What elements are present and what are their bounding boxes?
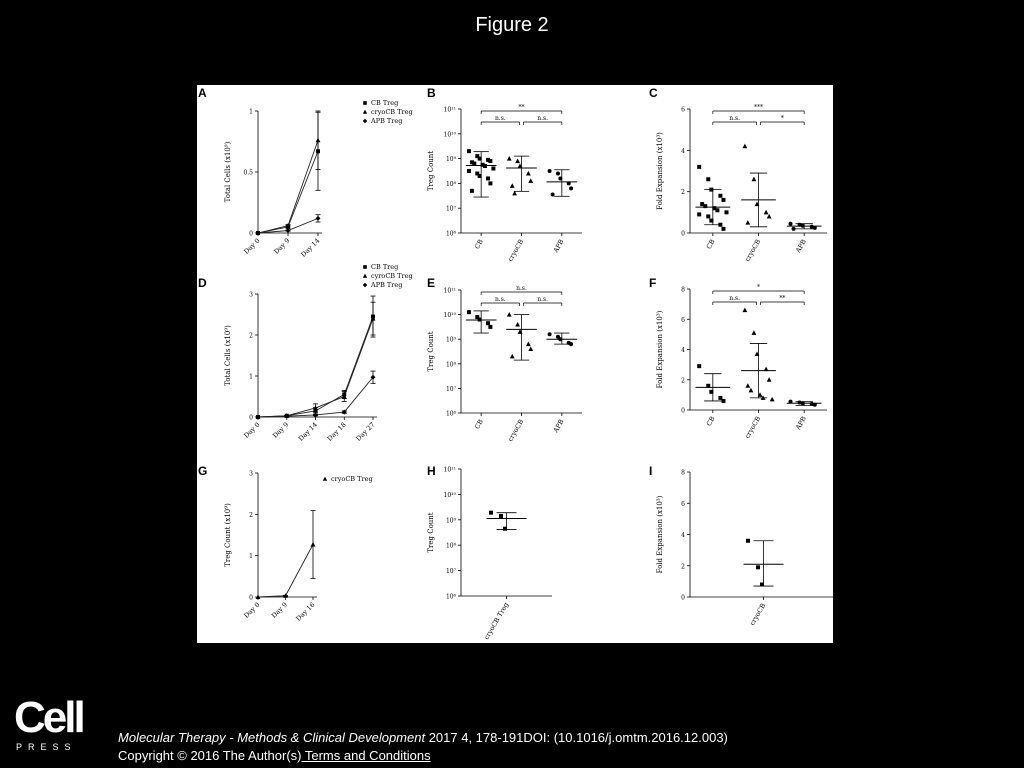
data-point-C — [697, 165, 701, 169]
data-point-E — [467, 310, 471, 314]
y-tick-label-B: 10⁸ — [445, 180, 456, 188]
x-tick-label-F: cryoCB — [743, 415, 763, 440]
data-point-B — [556, 171, 560, 175]
data-point-C — [742, 144, 747, 149]
data-point-C — [718, 194, 722, 198]
data-point-E — [486, 321, 490, 325]
y-axis-title-I: Fold Expansion (x10³) — [656, 495, 664, 574]
y-tick-label-H: 10⁹ — [445, 517, 456, 525]
terms-link[interactable]: Terms and Conditions — [301, 748, 431, 763]
data-point-C — [706, 214, 710, 218]
data-point-I — [756, 565, 760, 569]
y-axis-title-G: Treg Count (x10⁹) — [224, 503, 232, 567]
significance-label-F: n.s. — [729, 295, 741, 302]
data-point-E — [569, 342, 573, 346]
legend-marker-G — [323, 477, 327, 481]
data-point-E — [548, 332, 552, 336]
data-point-B — [491, 167, 495, 171]
panel-label-I: I — [649, 464, 653, 478]
data-point-F — [709, 390, 713, 394]
data-point-B — [478, 157, 482, 161]
data-point-B — [569, 186, 573, 190]
significance-label-C: n.s. — [729, 115, 741, 122]
copyright-line — [118, 748, 431, 763]
data-point-E — [558, 337, 562, 341]
series-line-G — [258, 545, 313, 597]
y-tick-label-E: 10⁷ — [445, 385, 456, 393]
data-point-B — [467, 149, 471, 153]
data-point-E — [507, 312, 512, 317]
significance-label-B: n.s. — [494, 115, 506, 122]
data-point-C — [721, 227, 725, 231]
data-point-C — [745, 220, 750, 225]
panel-label-B: B — [427, 86, 436, 100]
panel-label-G: G — [198, 464, 208, 478]
y-tick-label-C: 6 — [681, 106, 685, 114]
legend-marker-D — [363, 283, 368, 288]
y-tick-label-E: 10¹⁰ — [443, 312, 456, 320]
y-tick-label-E: 10⁸ — [445, 361, 456, 369]
x-tick-label-G: Day 9 — [269, 600, 289, 620]
data-point-A — [316, 138, 321, 143]
y-tick-label-F: 4 — [681, 347, 685, 354]
figure-title: Figure 2 — [475, 14, 549, 36]
legend-marker-A — [363, 101, 367, 105]
y-tick-label-E: 10⁶ — [445, 410, 456, 418]
data-point-H — [503, 527, 507, 531]
legend-marker-D — [363, 274, 367, 278]
citation-details: 2017 4, 178-191DOI: (10.1016/j.omtm.2016.12.003) — [425, 730, 728, 745]
data-point-B — [478, 174, 482, 178]
panel-label-D: D — [198, 276, 207, 290]
data-point-E — [526, 342, 531, 347]
citation-journal: Molecular Therapy - Methods & Clinical Development — [118, 730, 426, 745]
data-point-E — [488, 325, 492, 329]
y-tick-label-A: 1 — [249, 108, 253, 116]
x-tick-label-A: Day 9 — [272, 236, 292, 256]
legend-label-G: cryoCB Treg — [331, 475, 373, 483]
y-tick-label-H: 10¹⁰ — [443, 491, 456, 499]
significance-label-C: * — [780, 115, 784, 122]
data-point-I — [746, 539, 750, 543]
cell-press-logo — [14, 693, 86, 754]
data-point-H — [499, 514, 503, 518]
legend-label-D: APB Treg — [371, 281, 403, 289]
y-tick-label-E: 10¹¹ — [443, 287, 456, 295]
y-tick-label-A: 0.5 — [243, 169, 253, 177]
legend-marker-A — [363, 110, 367, 114]
data-point-E — [515, 322, 520, 327]
y-axis-title-D: Total Cells (x10⁹) — [224, 325, 232, 386]
y-tick-label-I: 4 — [681, 532, 685, 539]
data-point-F — [767, 377, 772, 382]
y-tick-label-F: 6 — [681, 316, 685, 324]
y-axis-title-A: Total Cells (x10⁹) — [224, 141, 232, 203]
x-tick-label-B: cryoCB — [506, 238, 526, 263]
y-tick-label-B: 10⁹ — [445, 156, 456, 164]
x-tick-label-D: Day 18 — [325, 420, 348, 443]
panel-label-C: C — [649, 86, 658, 100]
data-point-B — [510, 183, 515, 188]
data-point-F — [764, 367, 769, 372]
y-tick-label-F: 8 — [681, 286, 685, 294]
y-axis-title-H: Treg Count — [427, 512, 435, 553]
y-tick-label-G: 1 — [249, 553, 253, 561]
data-point-F — [801, 401, 805, 405]
y-tick-label-B: 10¹⁰ — [443, 131, 456, 139]
y-tick-label-B: 10⁷ — [445, 205, 456, 213]
data-point-E — [478, 318, 482, 322]
significance-label-F: * — [757, 284, 760, 291]
logo-word: Cell — [14, 693, 83, 742]
significance-label-E: n.s. — [537, 296, 549, 303]
data-point-E — [510, 354, 515, 359]
x-tick-label-F: APB — [794, 415, 808, 432]
legend-label-D: cyroCB Treg — [371, 272, 413, 280]
y-tick-label-D: 1 — [249, 373, 253, 381]
series-line-D — [258, 319, 373, 417]
series-line-A — [258, 151, 318, 233]
data-point-F — [770, 397, 775, 402]
y-tick-label-F: 2 — [681, 377, 685, 385]
data-point-B — [507, 156, 512, 161]
significance-label-E: n.s. — [494, 296, 506, 303]
data-point-C — [752, 177, 757, 182]
data-point-C — [697, 212, 701, 216]
data-point-F — [742, 308, 747, 313]
copyright-text: Copyright © 2016 The Author(s) — [118, 748, 302, 763]
data-point-C — [709, 219, 713, 223]
data-point-B — [488, 159, 492, 163]
y-axis-title-E: Treg Count — [427, 331, 435, 372]
data-point-G — [311, 542, 316, 547]
data-point-C — [709, 188, 713, 192]
x-tick-label-F: CB — [704, 415, 717, 428]
significance-label-C: *** — [754, 104, 763, 111]
panel-label-F: F — [649, 276, 657, 290]
data-point-H — [489, 511, 493, 515]
x-tick-label-H: cryoCB Treg — [482, 601, 511, 642]
legend-label-D: CB Treg — [371, 263, 399, 271]
data-point-C — [724, 210, 728, 214]
y-tick-label-D: 0 — [249, 414, 253, 422]
y-tick-label-F: 0 — [681, 407, 685, 415]
y-tick-label-B: 10⁶ — [445, 230, 456, 238]
x-tick-label-E: CB — [473, 418, 485, 431]
y-tick-label-H: 10⁷ — [445, 568, 456, 576]
data-point-B — [467, 169, 471, 173]
series-line-A — [258, 140, 318, 233]
data-point-F — [752, 330, 757, 335]
y-axis-title-F: Fold Expansion (x10³) — [656, 310, 664, 389]
figure-charts — [197, 85, 833, 643]
y-tick-label-G: 2 — [249, 511, 253, 519]
significance-label-E: n.s. — [516, 285, 527, 292]
data-point-C — [767, 214, 772, 219]
data-point-F — [789, 400, 793, 404]
legend-label-A: CB Treg — [371, 99, 399, 107]
x-tick-label-E: cryoCB — [506, 418, 526, 443]
data-point-C — [718, 223, 722, 227]
y-tick-label-E: 10⁹ — [445, 336, 456, 344]
logo-sub: PRESS — [16, 742, 77, 752]
y-tick-label-D: 2 — [249, 332, 253, 340]
data-point-B — [472, 162, 476, 166]
data-point-B — [528, 178, 533, 183]
data-point-B — [551, 193, 555, 197]
data-point-C — [706, 177, 710, 181]
x-tick-label-C: CB — [704, 238, 717, 251]
citation — [118, 730, 728, 745]
data-point-B — [515, 158, 520, 163]
data-point-C — [715, 208, 719, 212]
significance-label-B: ** — [518, 104, 525, 111]
x-tick-label-A: Day 14 — [299, 236, 322, 259]
legend-marker-D — [363, 265, 367, 269]
y-tick-label-G: 3 — [249, 470, 253, 478]
x-tick-label-B: APB — [551, 238, 566, 255]
y-tick-label-H: 10⁸ — [445, 542, 456, 550]
y-axis-title-B: Treg Count — [427, 150, 435, 192]
data-point-F — [745, 383, 750, 388]
y-tick-label-B: 10¹¹ — [443, 106, 456, 114]
x-tick-label-I: cryoCB — [748, 602, 768, 627]
legend-label-A: APB Treg — [371, 117, 403, 125]
y-tick-label-A: 0 — [249, 230, 253, 238]
y-tick-label-I: 6 — [681, 500, 685, 508]
data-point-B — [567, 181, 571, 185]
data-point-C — [813, 226, 817, 230]
data-point-F — [706, 384, 710, 388]
data-point-B — [470, 189, 474, 193]
x-tick-label-D: Day 0 — [242, 420, 262, 440]
data-point-B — [488, 181, 492, 185]
legend-marker-A — [363, 119, 368, 124]
data-point-F — [721, 399, 725, 403]
x-tick-label-G: Day 0 — [242, 600, 262, 620]
y-axis-title-C: Fold Expansion (x10³) — [656, 132, 664, 210]
x-tick-label-E: APB — [551, 418, 566, 435]
y-tick-label-C: 2 — [681, 189, 685, 197]
panel-label-E: E — [427, 276, 436, 290]
y-tick-label-G: 0 — [249, 594, 253, 602]
legend-label-A: cryoCB Treg — [371, 108, 413, 116]
data-point-C — [721, 198, 725, 202]
significance-label-F: ** — [779, 295, 786, 302]
data-point-A — [316, 216, 321, 221]
data-point-I — [760, 583, 764, 587]
x-tick-label-C: APB — [794, 238, 808, 255]
y-tick-label-I: 0 — [681, 594, 685, 602]
data-point-B — [483, 164, 487, 168]
y-tick-label-I: 8 — [681, 469, 685, 477]
data-point-C — [801, 224, 805, 228]
data-point-B — [548, 169, 552, 173]
data-point-F — [697, 364, 701, 368]
y-tick-label-I: 2 — [681, 563, 685, 571]
data-point-F — [749, 388, 754, 393]
x-tick-label-D: Day 14 — [296, 420, 319, 443]
panel-label-A: A — [198, 86, 207, 100]
data-point-E — [528, 346, 533, 351]
significance-label-B: n.s. — [537, 115, 549, 122]
data-point-B — [526, 171, 531, 176]
figure-panel — [197, 85, 833, 643]
y-tick-label-D: 3 — [249, 291, 253, 299]
x-tick-label-G: Day 16 — [294, 600, 317, 623]
x-tick-label-D: Day 27 — [354, 420, 377, 443]
data-point-B — [486, 176, 490, 180]
x-tick-label-C: cryoCB — [743, 238, 763, 263]
data-point-C — [792, 227, 796, 231]
data-point-C — [764, 210, 769, 215]
data-point-B — [558, 176, 562, 180]
data-point-C — [789, 222, 793, 226]
x-tick-label-B: CB — [473, 238, 485, 251]
y-tick-label-H: 10¹¹ — [443, 466, 456, 474]
series-line-D — [258, 317, 373, 417]
x-tick-label-D: Day 9 — [271, 420, 291, 440]
data-point-C — [703, 204, 707, 208]
y-tick-label-C: 4 — [681, 147, 685, 155]
panel-label-H: H — [427, 464, 436, 478]
y-tick-label-C: 0 — [681, 230, 685, 238]
data-point-F — [813, 403, 817, 407]
x-tick-label-A: Day 0 — [242, 236, 262, 256]
y-tick-label-H: 10⁶ — [445, 593, 456, 601]
